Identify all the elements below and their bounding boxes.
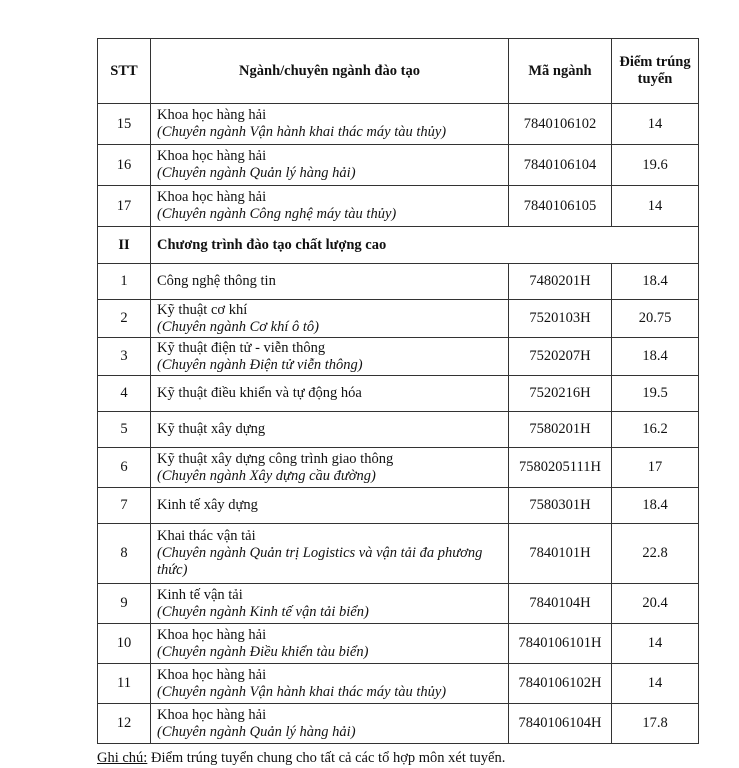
specialization-name: (Chuyên ngành Công nghệ máy tàu thủy): [157, 206, 397, 222]
table-row: [98, 412, 699, 448]
specialization-name: (Chuyên ngành Quản trị Logistics và vận tải đa phương thức): [157, 545, 483, 578]
specialization-name: (Chuyên ngành Quản lý hàng hải): [157, 723, 356, 740]
table-row: [98, 488, 699, 524]
table-row: [98, 300, 699, 338]
table-row: [98, 704, 699, 744]
row-stt: 6: [98, 448, 151, 488]
admission-scores-table: [97, 38, 699, 744]
row-admission-score: 18.4: [612, 264, 699, 300]
row-stt: 11: [98, 664, 151, 704]
row-admission-score: 14: [612, 104, 699, 145]
row-major-code: 7840101H: [509, 524, 612, 584]
admission-scores-document: [97, 38, 698, 767]
row-admission-score: 17.8: [612, 704, 699, 744]
major-name: Khoa học hàng hải: [157, 189, 267, 205]
row-major: [151, 448, 509, 488]
table-row: [98, 584, 699, 624]
row-stt: 8: [98, 524, 151, 584]
header-admission-score: Điểm trúng tuyển: [612, 39, 699, 104]
section-number: II: [98, 227, 151, 264]
header-major: Ngành/chuyên ngành đào tạo: [151, 39, 509, 104]
major-name: Khoa học hàng hải: [157, 706, 267, 723]
specialization-name: (Chuyên ngành Cơ khí ô tô): [157, 318, 319, 335]
specialization-name: (Chuyên ngành Vận hành khai thác máy tàu thủy): [157, 683, 447, 700]
row-admission-score: 22.8: [612, 524, 699, 584]
footnote-label: Ghi chú:: [97, 750, 148, 766]
row-stt: 17: [98, 186, 151, 227]
table-row: [98, 448, 699, 488]
row-stt: 2: [98, 300, 151, 338]
row-major: [151, 584, 509, 624]
table-row: [98, 624, 699, 664]
specialization-name: (Chuyên ngành Xây dựng cầu đường): [157, 467, 376, 484]
section-row: [98, 227, 699, 264]
row-major: [151, 704, 509, 744]
row-admission-score: 16.2: [612, 412, 699, 448]
row-major: [151, 524, 509, 584]
row-admission-score: 18.4: [612, 488, 699, 524]
row-admission-score: 19.6: [612, 145, 699, 186]
specialization-name: (Chuyên ngành Kinh tế vận tải biển): [157, 603, 369, 620]
section-title: Chương trình đào tạo chất lượng cao: [151, 227, 699, 264]
row-major-code: 7520216H: [509, 376, 612, 412]
row-admission-score: 20.75: [612, 300, 699, 338]
row-admission-score: 17: [612, 448, 699, 488]
header-stt: STT: [98, 39, 151, 104]
major-name: Kỹ thuật điện tử - viễn thông: [157, 339, 326, 356]
major-name: Công nghệ thông tin: [157, 273, 276, 289]
major-name: Khai thác vận tải: [157, 528, 256, 544]
major-name: Kinh tế vận tải: [157, 586, 243, 603]
row-major: [151, 338, 509, 376]
row-stt: 3: [98, 338, 151, 376]
row-major-code: 7840106102H: [509, 664, 612, 704]
row-major-code: 7840106102: [509, 104, 612, 145]
row-major: [151, 186, 509, 227]
table-body: [98, 104, 699, 744]
row-major-code: 7840106101H: [509, 624, 612, 664]
row-major-code: 7480201H: [509, 264, 612, 300]
major-name: Khoa học hàng hải: [157, 148, 267, 164]
table-row: [98, 186, 699, 227]
row-stt: 1: [98, 264, 151, 300]
row-major: [151, 664, 509, 704]
major-name: Kỹ thuật xây dựng công trình giao thông: [157, 450, 394, 467]
row-major: [151, 145, 509, 186]
row-admission-score: 19.5: [612, 376, 699, 412]
table-row: [98, 524, 699, 584]
row-stt: 10: [98, 624, 151, 664]
row-stt: 5: [98, 412, 151, 448]
header-major-code: Mã ngành: [509, 39, 612, 104]
row-major-code: 7840106105: [509, 186, 612, 227]
row-major-code: 7840106104: [509, 145, 612, 186]
table-row: [98, 338, 699, 376]
row-major: [151, 488, 509, 524]
row-admission-score: 20.4: [612, 584, 699, 624]
table-row: [98, 104, 699, 145]
row-major-code: 7840106104H: [509, 704, 612, 744]
footnote-text: Điểm trúng tuyển chung cho tất cả các tổ hợp môn xét tuyển.: [147, 750, 506, 766]
major-name: Khoa học hàng hải: [157, 666, 267, 683]
row-admission-score: 18.4: [612, 338, 699, 376]
specialization-name: (Chuyên ngành Điện tử viễn thông): [157, 356, 363, 373]
major-name: Kỹ thuật cơ khí: [157, 301, 248, 318]
row-stt: 12: [98, 704, 151, 744]
row-major-code: 7840104H: [509, 584, 612, 624]
specialization-name: (Chuyên ngành Quản lý hàng hải): [157, 165, 356, 181]
row-stt: 9: [98, 584, 151, 624]
row-major-code: 7520207H: [509, 338, 612, 376]
row-major: [151, 412, 509, 448]
table-row: [98, 264, 699, 300]
footnote: [97, 750, 698, 767]
major-name: Khoa học hàng hải: [157, 107, 267, 123]
specialization-name: (Chuyên ngành Điều khiển tàu biển): [157, 643, 369, 660]
row-stt: 16: [98, 145, 151, 186]
major-name: Khoa học hàng hải: [157, 626, 267, 643]
major-name: Kinh tế xây dựng: [157, 497, 258, 513]
row-stt: 7: [98, 488, 151, 524]
row-major-code: 7580205111H: [509, 448, 612, 488]
major-name: Kỹ thuật xây dựng: [157, 421, 266, 437]
row-major-code: 7520103H: [509, 300, 612, 338]
table-row: [98, 145, 699, 186]
row-admission-score: 14: [612, 664, 699, 704]
row-major: [151, 300, 509, 338]
row-major-code: 7580301H: [509, 488, 612, 524]
row-major: [151, 264, 509, 300]
major-name: Kỹ thuật điều khiển và tự động hóa: [157, 385, 362, 401]
table-row: [98, 664, 699, 704]
row-major-code: 7580201H: [509, 412, 612, 448]
row-stt: 15: [98, 104, 151, 145]
table-header-row: [98, 39, 699, 104]
specialization-name: (Chuyên ngành Vận hành khai thác máy tàu thủy): [157, 124, 447, 140]
row-admission-score: 14: [612, 186, 699, 227]
row-major: [151, 624, 509, 664]
row-admission-score: 14: [612, 624, 699, 664]
row-major: [151, 104, 509, 145]
table-row: [98, 376, 699, 412]
row-major: [151, 376, 509, 412]
row-stt: 4: [98, 376, 151, 412]
